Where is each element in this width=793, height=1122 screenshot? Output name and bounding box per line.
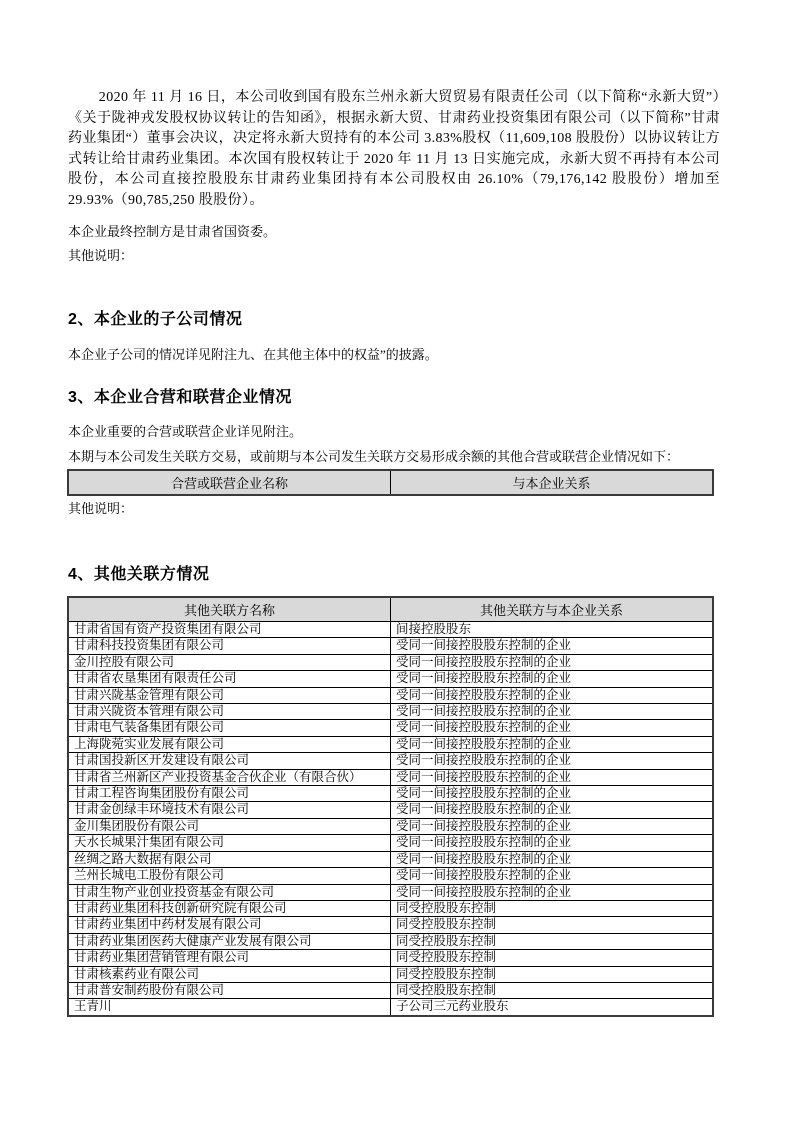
section-3-line-2: 本期与本公司发生关联方交易，或前期与本公司发生关联方交易形成余额的其他合营或联营企业情况如下： [68, 449, 680, 464]
section-2-heading: 2、本企业的子公司情况 [68, 311, 243, 328]
table-row: 甘肃兴陇资本管理有限公司 受同一间接控股股东控制的企业 [68, 704, 713, 720]
table-header-row [68, 470, 713, 495]
table-row: 甘肃科技投资集团有限公司 受同一间接控股股东控制的企业 [68, 638, 713, 654]
table-row: 甘肃国投新区开发建设有限公司 受同一间接控股股东控制的企业 [68, 753, 713, 769]
jv-relation-header: 与本企业关系 [391, 470, 714, 495]
joint-venture-table [67, 469, 714, 496]
other-note-line-1: 其他说明： [68, 248, 134, 263]
table-row: 甘肃生物产业创业投资基金有限公司 受同一间接控股股东控制的企业 [68, 884, 713, 900]
table-row: 丝绸之路大数据有限公司 受同一间接控股股东控制的企业 [68, 851, 713, 867]
table-row: 王青川 子公司三元药业股东 [68, 999, 713, 1016]
table-row: 天水长城果汁集团有限公司 受同一间接控股股东控制的企业 [68, 835, 713, 851]
table-row: 甘肃省兰州新区产业投资基金合伙企业（有限合伙） 受同一间接控股股东控制的企业 [68, 769, 713, 785]
jv-name-header: 合营或联营企业名称 [68, 470, 391, 495]
table-row: 甘肃省农垦集团有限责任公司 受同一间接控股股东控制的企业 [68, 671, 713, 687]
related-party-table [67, 596, 714, 1017]
table-row: 甘肃省国有资产投资集团有限公司 间接控股股东 [68, 622, 713, 638]
table-row: 甘肃金创绿丰环境技术有限公司 受同一间接控股股东控制的企业 [68, 802, 713, 818]
table-header-row [68, 597, 713, 622]
related-party-name-header: 其他关联方名称 [68, 597, 391, 622]
table-row: 上海陇菀实业发展有限公司 受同一间接控股股东控制的企业 [68, 736, 713, 752]
table-row: 甘肃药业集团中药材发展有限公司 同受控股股东控制 [68, 917, 713, 933]
equity-transfer-paragraph: 2020 年 11 月 16 日，本公司收到国有股东兰州永新大贸贸易有限责任公司（以下简称“永新大贸”）《关于陇神戎发股权协议转让的告知函》，根据永新大贸、甘肃药业投资集团有限公司（以下简称”甘肃药业集团“）董事会决议，决定将永新大贸持有的本公司 3.83%股权（11,609,108 股股份）以协议转让方式转让给甘肃药业集团。本次国有股权转让于 2020 年 11 月 13 日实施完成，永新大贸不再持有本公司股份，本公司直接控股股东甘肃药业集团持有本公司股权由 26.10%（79,176,142 股股份）增加至 29.93%（90,785,250 股股份）。 [68, 90, 720, 208]
final-controller-line: 本企业最终控制方是甘肃省国资委。 [68, 224, 277, 239]
section-4-heading: 4、其他关联方情况 [68, 566, 210, 583]
section-3-heading: 3、本企业合营和联营企业情况 [68, 389, 292, 406]
table-row: 甘肃电气装备集团有限公司 受同一间接控股股东控制的企业 [68, 720, 713, 736]
table-row: 金川集团股份有限公司 受同一间接控股股东控制的企业 [68, 818, 713, 834]
section-2-body: 本企业子公司的情况详见附注九、在其他主体中的权益”的披露。 [68, 347, 438, 362]
section-3-line-1: 本企业重要的合营或联营企业详见附注。 [68, 424, 303, 439]
table-row: 甘肃普安制药股份有限公司 同受控股股东控制 [68, 982, 713, 998]
other-note-line-2: 其他说明： [68, 501, 134, 516]
table-row: 甘肃工程咨询集团股份有限公司 受同一间接控股股东控制的企业 [68, 786, 713, 802]
table-row: 金川控股有限公司 受同一间接控股股东控制的企业 [68, 654, 713, 670]
related-party-relation-header: 其他关联方与本企业关系 [391, 597, 714, 622]
table-row: 兰州长城电工股份有限公司 受同一间接控股股东控制的企业 [68, 868, 713, 884]
table-row: 甘肃兴陇基金管理有限公司 受同一间接控股股东控制的企业 [68, 687, 713, 703]
table-row: 甘肃药业集团营销管理有限公司 同受控股股东控制 [68, 950, 713, 966]
table-row: 甘肃核素药业有限公司 同受控股股东控制 [68, 966, 713, 982]
table-row: 甘肃药业集团科技创新研究院有限公司 同受控股股东控制 [68, 900, 713, 916]
table-row: 甘肃药业集团医药大健康产业发展有限公司 同受控股股东控制 [68, 933, 713, 949]
